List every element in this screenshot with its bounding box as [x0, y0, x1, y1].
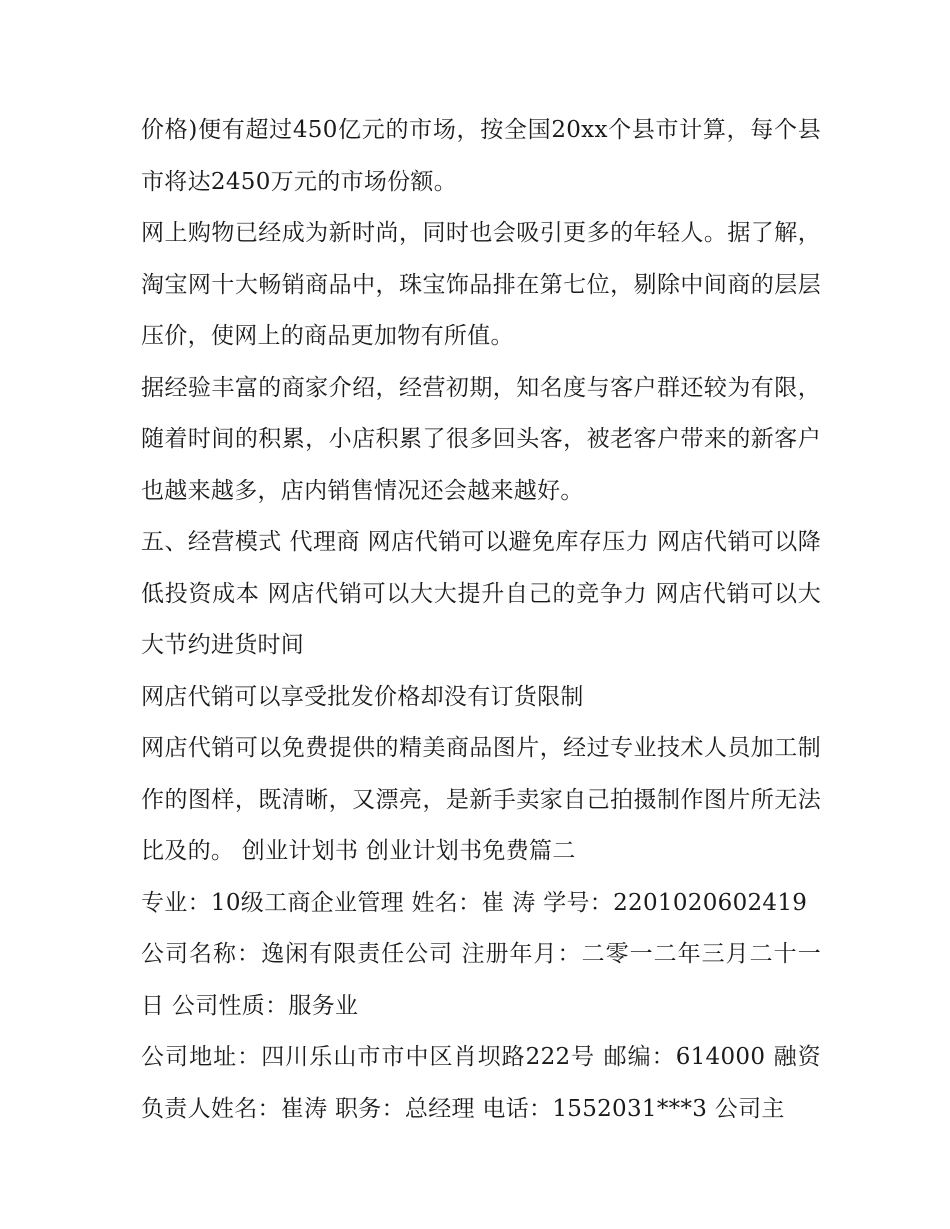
paragraph-market-size: 价格)便有超过450亿元的市场，按全国20xx个县市计算，每个县市将达2450万元的市场份额。 [141, 117, 821, 195]
document-body [141, 105, 821, 1135]
paragraph-company-info: 公司名称：逸闲有限责任公司 注册年月：二零一二年三月二十一日 公司性质：服务业 [141, 941, 821, 1019]
paragraph-merchant-experience: 据经验丰富的商家介绍，经营初期，知名度与客户群还较为有限，随着时间的积累，小店积累了很多回头客，被老客户带来的新客户也越来越多，店内销售情况还会越来越好。 [141, 374, 821, 504]
paragraph-company-address: 公司地址：四川乐山市市中区肖坝路222号 邮编：614000 融资负责人姓名：崔涛 职务：总经理 电话：1552031***3 公司主 [141, 1044, 821, 1122]
paragraph-wholesale-price: 网店代销可以享受批发价格却没有订货限制 [141, 683, 584, 710]
paragraph-product-images: 网店代销可以免费提供的精美商品图片，经过专业技术人员加工制作的图样，既清晰，又漂亮，是新手卖家自己拍摄制作图片所无法比及的。 创业计划书 创业计划书免费篇二 [141, 735, 821, 864]
paragraph-online-shopping: 网上购物已经成为新时尚，同时也会吸引更多的年轻人。据了解，淘宝网十大畅销商品中，珠宝饰品排在第七位，剔除中间商的层层压价，使网上的商品更加物有所值。 [141, 220, 821, 349]
paragraph-student-info: 专业：10级工商企业管理 姓名：崔 涛 学号：2201020602419 [141, 889, 808, 916]
paragraph-business-model: 五、经营模式 代理商 网店代销可以避免库存压力 网店代销可以降低投资成本 网店代销可以大大提升自己的竞争力 网店代销可以大大节约进货时间 [141, 529, 821, 658]
